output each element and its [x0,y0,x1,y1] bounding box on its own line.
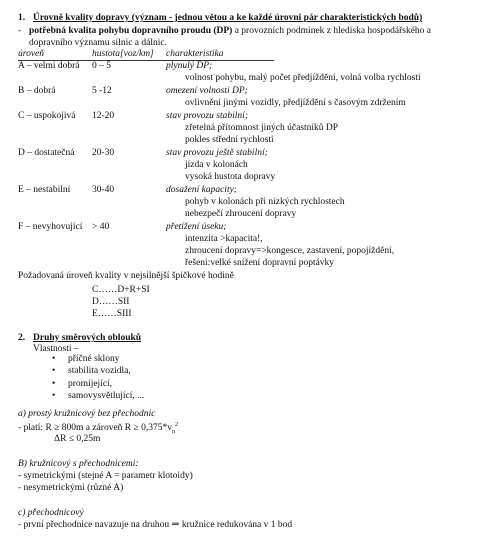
level-c-detail-2: pokles střední rychlosti [185,135,274,145]
level-c-density: 12-20 [92,111,115,121]
properties-label: Vlastnosti – [33,344,79,354]
section2-number: 2. [18,333,26,343]
level-a-density: 0 – 5 [92,61,111,71]
level-d-name: D – dostatečná [18,148,75,158]
level-f-detail-2: zhroucení dopravy=>kongesce, zastavení, popojíždění, [185,246,395,256]
required-quality-text: Požadovaná úroveň kvality v nejsilnější špičkové hodině [18,271,234,281]
level-b-density: 5 -12 [92,86,112,96]
level-e-detail-1: pohyb v kolonách při nízkých rychlostech [185,197,345,207]
required-level-e: E……SIII [92,309,132,319]
level-d-density: 20-30 [92,148,115,158]
level-d-detail-2: vysoká hustota dopravy [185,172,276,182]
curve-type-c-item: - první přechodnice navazuje na druhou ⇒ kružnice redukována v 1 bod [18,520,293,530]
required-level-d: D……SII [92,297,130,307]
level-f-title: přetížení úseku; [166,222,227,232]
curve-type-a-label: a) prostý kružnicový bez přechodnic [18,409,156,419]
level-c-title: stav provozu stabilní; [166,111,248,121]
level-f-detail-3: řešení:velké snížení dopravní poptávky [185,258,335,268]
section1-number: 1. [18,13,26,23]
intro-rest-1: a provozních podmínek z hlediska hospodářského a [232,26,431,36]
level-c-detail-1: zřetelná přítomnost jiných účastníků DP [185,123,339,133]
table-header-characteristic: charakteristika [166,49,224,59]
level-b-detail-1: ovlivnění jinými vozidly, předjíždění s časovým zdržením [185,98,406,108]
level-a-detail-1: volnost pohybu, malý počet předjíždění, volná volba rychlosti [185,73,421,83]
curve-type-b-label: B) kružnicový s přechodnicemi: [18,459,139,469]
level-b-name: B – dobrá [18,86,56,96]
level-e-density: 30-40 [92,185,115,195]
formula-superscript: 2 [174,422,178,428]
level-f-density: > 40 [92,222,110,232]
level-a-title: plynulý DP; [166,61,213,71]
table-header-density: hustota[voz/km] [92,49,154,59]
level-e-title: dosažení kapacity; [166,185,237,195]
section1-heading: Úrovně kvality dopravy (význam - jednou větou a ke každé úrovni pár charakteristických bodů) [33,13,423,23]
list-item: • příčné sklony [52,355,144,367]
intro-line-1 [29,27,431,37]
intro-dash: - [18,26,22,36]
level-e-name: E – nestabilní [18,185,71,195]
section2-heading: Druhy směrových oblouků [33,333,142,343]
curve-type-b-item-2: - nesymetrickými (různé A) [18,483,124,493]
curve-type-b-item-1: - symetrickými (stejné A = parametr klotoidy) [18,471,193,481]
curve-type-c-label: c) přechodnicový [18,508,84,518]
level-e-detail-2: nebezpečí zhroucení dopravy [185,209,297,219]
curve-type-a-formula: - platí: R ≥ 800m a zároveň R ≥ 0,375*v [18,423,172,434]
level-a-name: A – velmi dobrá [18,61,80,71]
list-item: • stabilita vozidla, [52,367,144,379]
list-item: • promíjející, [52,380,144,392]
table-header-level: úroveň [18,49,45,59]
level-d-detail-1: jízda v kolonách [185,160,248,170]
intro-line-2: dopravního významu silnic a dálnic. [29,38,167,48]
formula-subscript: n [171,429,175,436]
level-b-title: omezení volnosti DP; [166,86,248,96]
properties-list [52,355,144,405]
level-f-detail-1: intenzita >kapacita!, [185,234,263,244]
level-c-name: C – uspokojivá [18,111,76,121]
required-level-c: C……D+R+SI [92,285,150,295]
intro-bold: potřebná kvalita pohybu dopravního proudu (DP) [29,26,233,36]
curve-type-a-delta: ΔR ≤ 0,25m [54,434,101,444]
level-f-name: F – nevyhovující [18,222,83,232]
level-d-title: stav provozu ještě stabilní; [166,148,268,158]
list-item: • samovysvětlující, ... [52,392,144,404]
